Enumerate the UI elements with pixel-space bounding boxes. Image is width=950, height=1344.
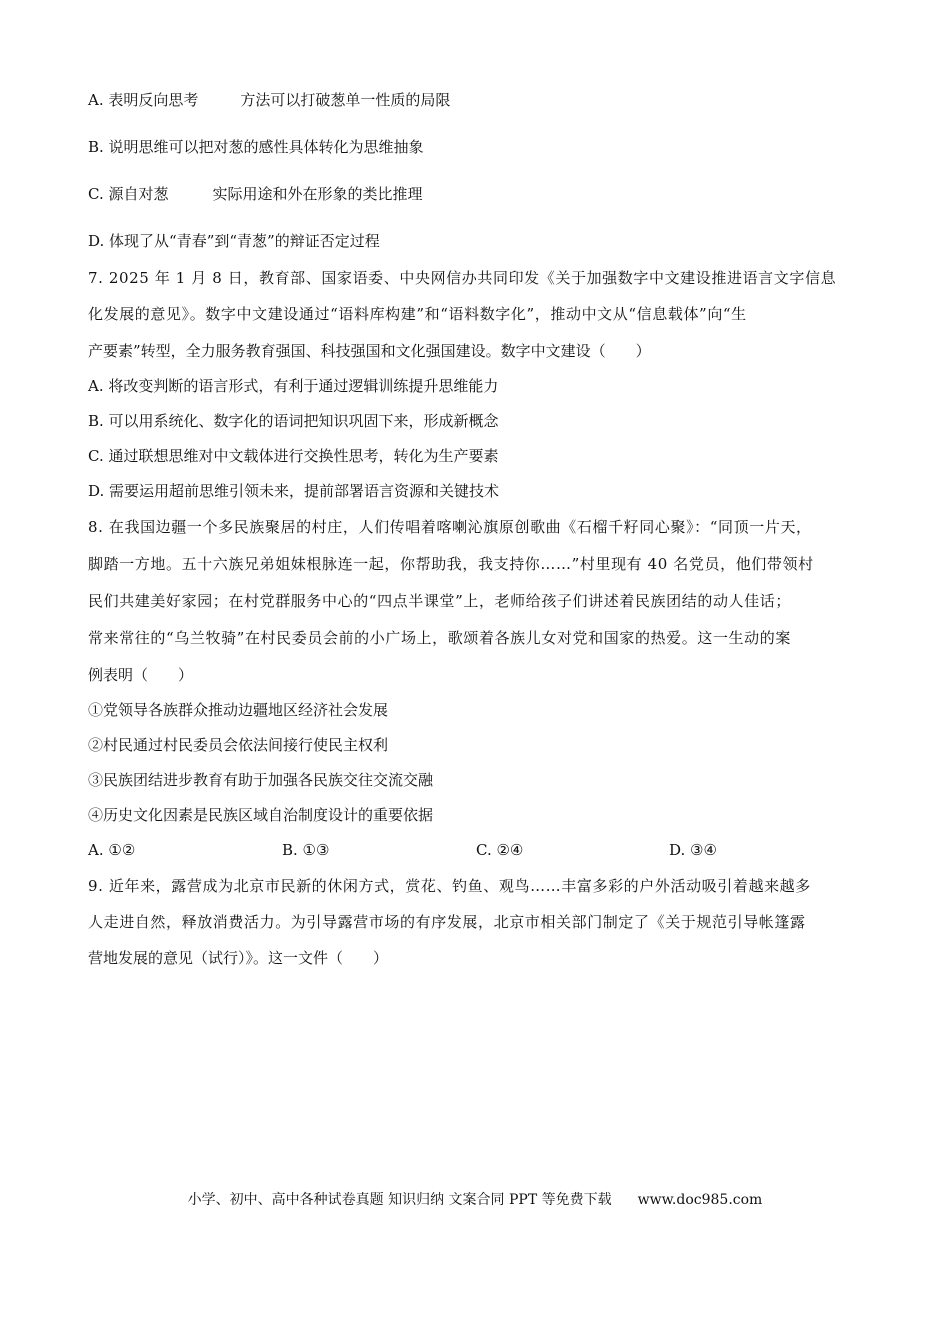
footer-url: www.doc985.com (637, 1192, 763, 1208)
q7-option: D. 需要运用超前思维引领未来，提前部署语言资源和关键技术 (88, 482, 500, 500)
q6-option-c-suffix: 实际用途和外在形象的类比推理 (212, 185, 423, 203)
q7-stem-line: 7. 2025 年 1 月 8 日，教育部、国家语委、中央网信办共同印发《关于加强数字中文建设推进语言文字信息 (88, 269, 837, 287)
q7-option: C. 通过联想思维对中文载体进行交换性思考，转化为生产要素 (88, 447, 499, 465)
q7-option: B. 可以用系统化、数字化的语词把知识巩固下来，形成新概念 (88, 412, 499, 430)
q8-statement: ②村民通过村民委员会依法间接行使民主权利 (88, 736, 389, 754)
q6-option-a-suffix: 方法可以打破葱单一性质的局限 (240, 91, 451, 109)
q8-choice-d: D. ③④ (669, 841, 717, 859)
q8-stem-line: 8. 在我国边疆一个多民族聚居的村庄，人们传唱着喀喇沁旗原创歌曲《石榴千籽同心聚》：“同顶一片天， (88, 518, 812, 536)
q7-stem-line: 产要素”转型，全力服务教育强国、科技强国和文化强国建设。数字中文建设（ ） (88, 342, 651, 360)
q8-choice-a: A. ①② (88, 841, 136, 859)
q6-option-a (88, 90, 450, 110)
footer-text: 小学、初中、高中各种试卷真题 知识归纳 文案合同 PPT 等免费下载 (187, 1192, 612, 1208)
q8-statement: ③民族团结进步教育有助于加强各民族交往交流交融 (88, 771, 434, 789)
page-footer (0, 1190, 950, 1210)
q6-option-c-prefix: C. 源自对葱 (88, 185, 169, 203)
q9-stem-line: 人走进自然，释放消费活力。为引导露营市场的有序发展，北京市相关部门制定了《关于规范引导帐篷露 (88, 913, 806, 931)
q8-choice-c: C. ②④ (476, 841, 524, 859)
q8-stem-line: 民们共建美好家园；在村党群服务中心的“四点半课堂”上，老师给孩子们讲述着民族团结的动人佳话； (88, 592, 791, 610)
q8-stem-line: 例表明（ ） (88, 666, 194, 684)
q6-option-c (88, 184, 423, 204)
q6-option-d: D. 体现了从“青春”到“青葱”的辩证否定过程 (88, 232, 380, 250)
q7-stem-line: 化发展的意见》。数字中文建设通过“语料库构建”和“语料数字化”，推动中文从“信息载体”向“生 (88, 305, 747, 323)
q6-option-b: B. 说明思维可以把对葱的感性具体转化为思维抽象 (88, 138, 424, 156)
q8-stem-line: 脚踏一方地。五十六族兄弟姐妹根脉连一起，你帮助我，我支持你……”村里现有 40 名党员，他们带领村 (88, 555, 814, 573)
q8-statement: ①党领导各族群众推动边疆地区经济社会发展 (88, 701, 389, 719)
q8-stem-line: 常来常往的“乌兰牧骑”在村民委员会前的小广场上，歌颂着各族儿女对党和国家的热爱。这一生动的案 (88, 629, 791, 647)
q8-choice-b: B. ①③ (282, 841, 330, 859)
q6-option-a-prefix: A. 表明反向思考 (88, 91, 199, 109)
q8-statement: ④历史文化因素是民族区域自治制度设计的重要依据 (88, 806, 434, 824)
q9-stem-line: 9. 近年来，露营成为北京市民新的休闲方式，赏花、钓鱼、观鸟……丰富多彩的户外活动吸引着越来越多 (88, 877, 811, 895)
q7-option: A. 将改变判断的语言形式，有利于通过逻辑训练提升思维能力 (88, 377, 499, 395)
q9-stem-line: 营地发展的意见（试行）》。这一文件（ ） (88, 949, 389, 967)
